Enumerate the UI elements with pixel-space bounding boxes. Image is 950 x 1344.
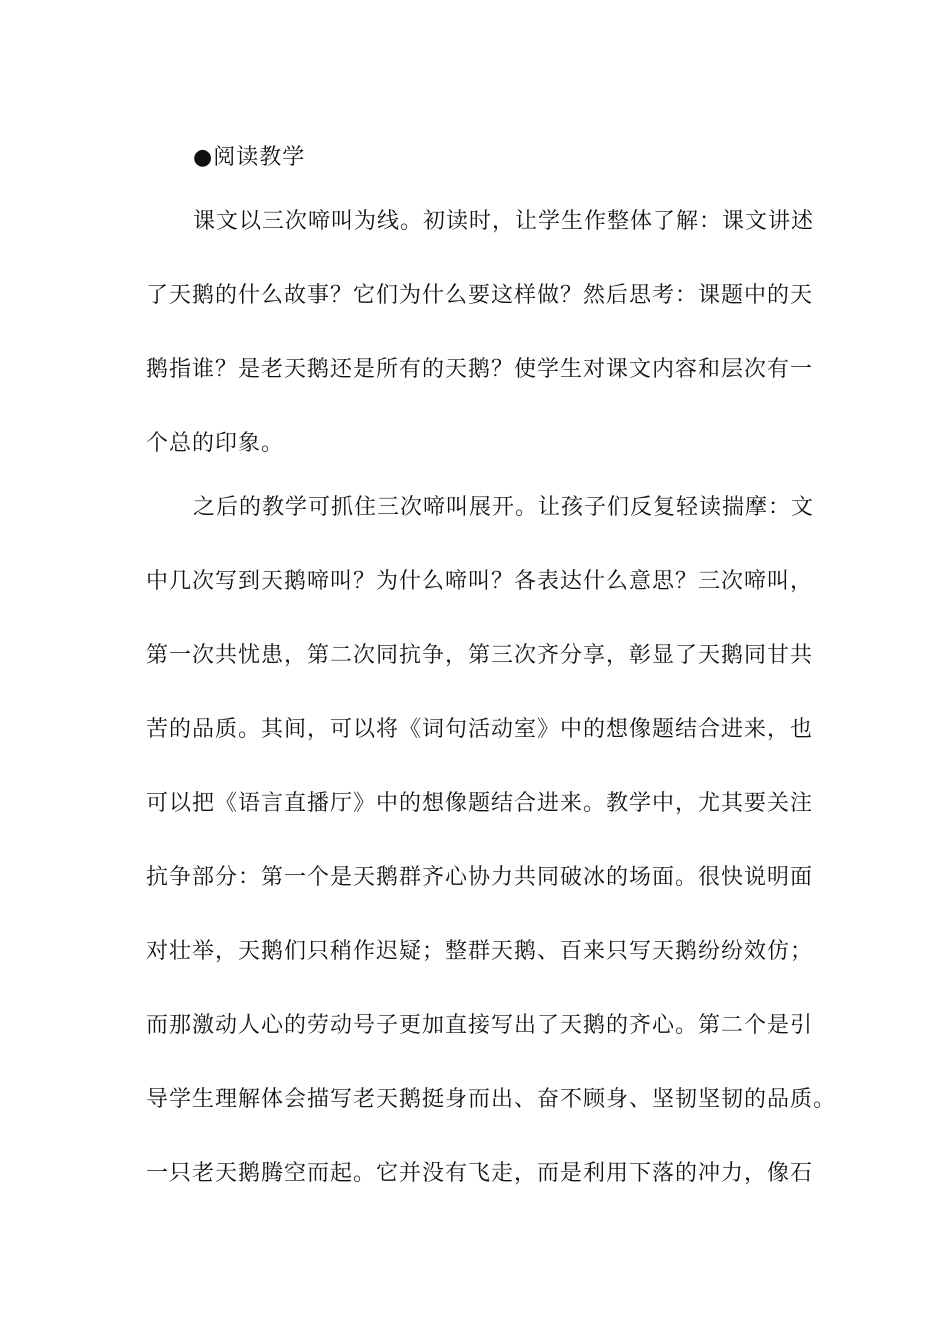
paragraph-1-line-2: 了天鹅的什么故事？它们为什么要这样做？然后思考：课题中的天 <box>146 283 814 308</box>
paragraph-1-line-4: 个总的印象。 <box>146 431 285 456</box>
section-heading: ●阅读教学 <box>193 145 306 170</box>
paragraph-1-line-3: 鹅指谁？是老天鹅还是所有的天鹅？使学生对课文内容和层次有一 <box>146 357 814 382</box>
paragraph-2-line-9: 导学生理解体会描写老天鹅挺身而出、奋不顾身、坚韧坚韧的品质。 <box>146 1087 837 1112</box>
paragraph-2-line-1: 之后的教学可抓住三次啼叫展开。让孩子们反复轻读揣摩：文 <box>193 495 815 520</box>
paragraph-2-line-6: 抗争部分：第一个是天鹅群齐心协力共同破冰的场面。很快说明面 <box>146 865 814 890</box>
paragraph-2-line-3: 第一次共忧患，第二次同抗争，第三次齐分享，彰显了天鹅同甘共 <box>146 643 814 668</box>
paragraph-2-line-7: 对壮举，天鹅们只稍作迟疑；整群天鹅、百来只写天鹅纷纷效仿； <box>146 939 814 964</box>
paragraph-2-line-5: 可以把《语言直播厅》中的想像题结合进来。教学中，尤其要关注 <box>146 791 814 816</box>
paragraph-1-line-1: 课文以三次啼叫为线。初读时，让学生作整体了解：课文讲述 <box>193 209 815 234</box>
paragraph-2-line-8: 而那激动人心的劳动号子更加直接写出了天鹅的齐心。第二个是引 <box>146 1013 814 1038</box>
paragraph-2-line-4: 苦的品质。其间，可以将《词句活动室》中的想像题结合进来，也 <box>146 717 814 742</box>
paragraph-2-line-10: 一只老天鹅腾空而起。它并没有飞走，而是利用下落的冲力，像石 <box>146 1161 814 1186</box>
paragraph-2-line-2: 中几次写到天鹅啼叫？为什么啼叫？各表达什么意思？三次啼叫， <box>146 569 814 594</box>
